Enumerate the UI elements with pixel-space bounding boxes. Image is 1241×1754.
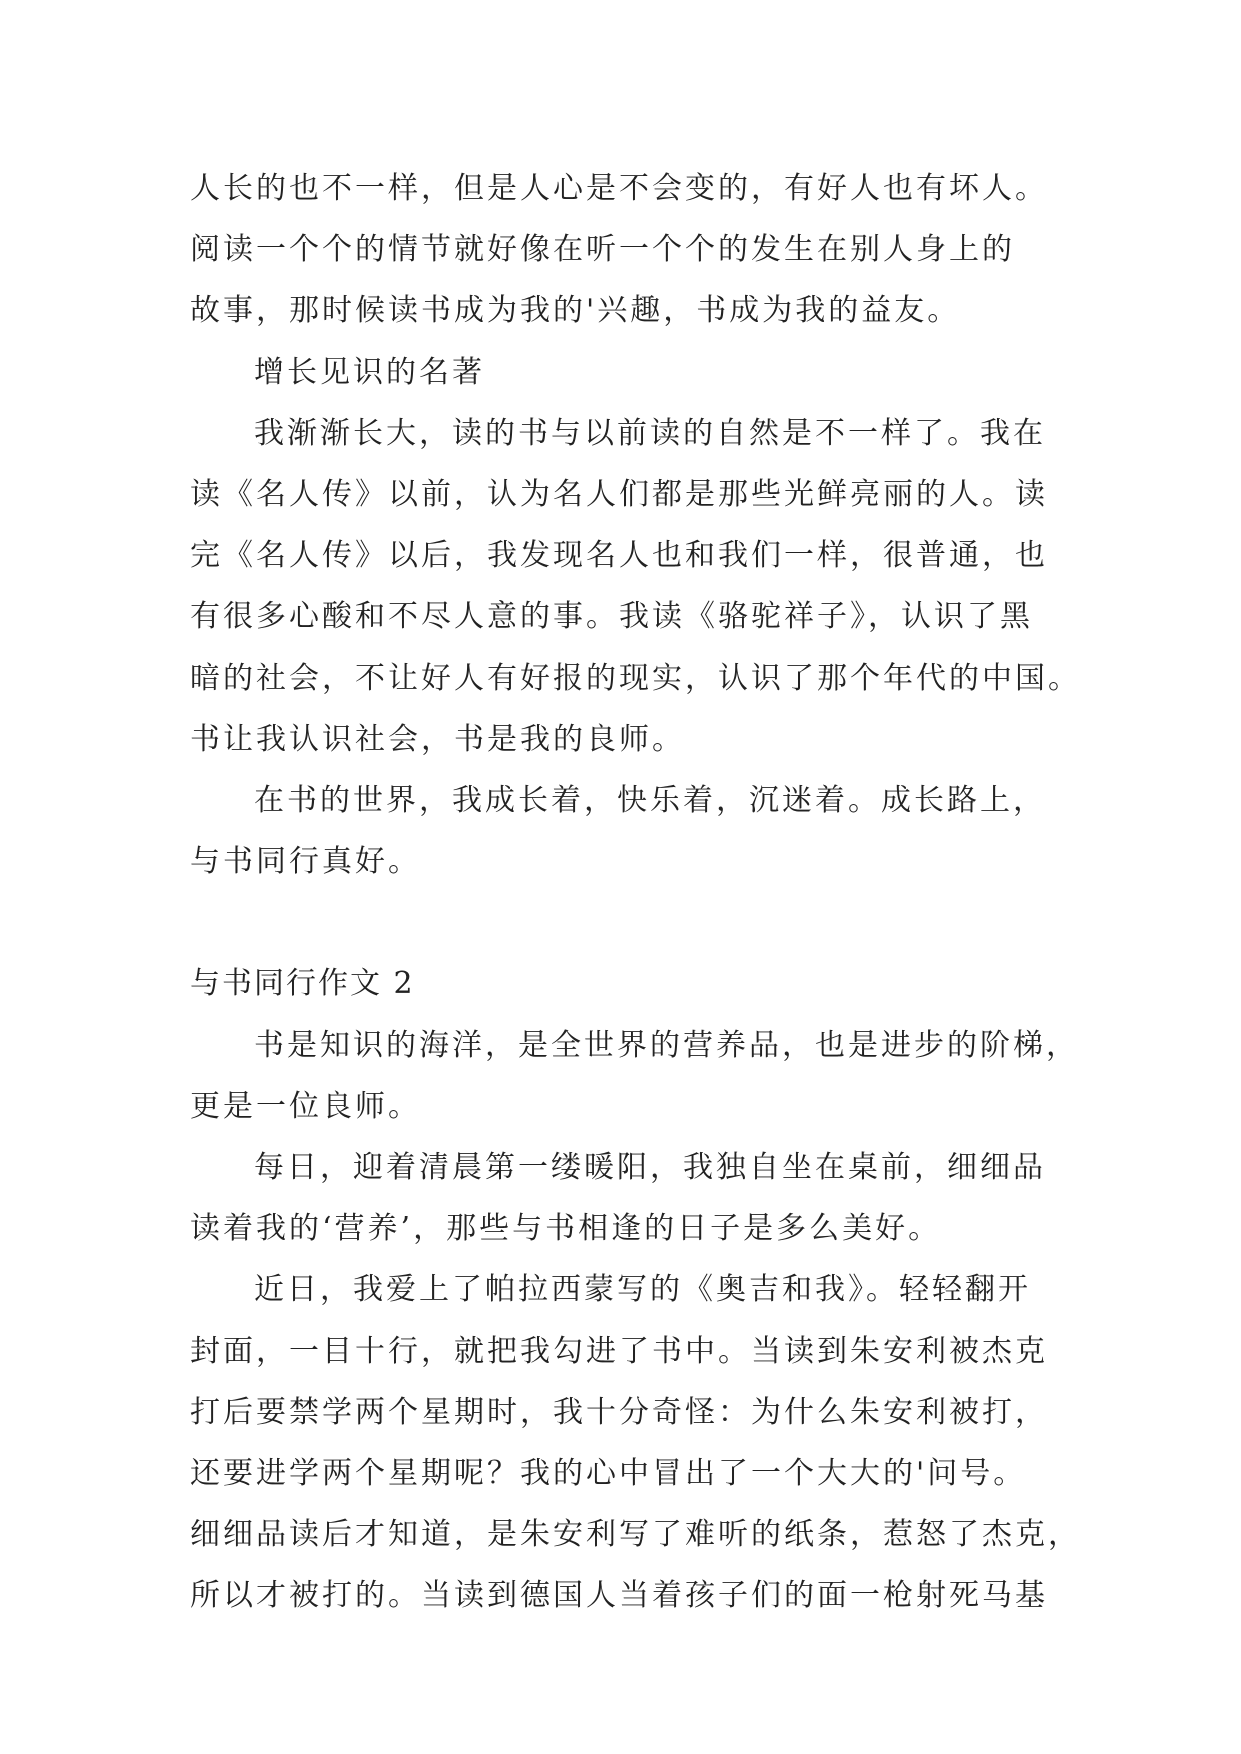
paragraph-line: 我渐渐长大，读的书与以前读的自然是不一样了。我在 — [254, 415, 1046, 451]
paragraph-line: 读《名人传》以前，认为名人们都是那些光鲜亮丽的人。读 — [190, 476, 1048, 512]
paragraph-line: 封面，一目十行，就把我勾进了书中。当读到朱安利被杰克 — [190, 1333, 1048, 1369]
paragraph-line: 打后要禁学两个星期时，我十分奇怪：为什么朱安利被打， — [190, 1394, 1048, 1430]
document-body — [190, 158, 1081, 1627]
paragraph-line: 所以才被打的。当读到德国人当着孩子们的面一枪射死马基 — [190, 1578, 1048, 1614]
paragraph-line: 故事，那时候读书成为我的'兴趣，书成为我的益友。 — [190, 293, 961, 329]
paragraph-line: 近日，我爱上了帕拉西蒙写的《奥吉和我》。轻轻翻开 — [254, 1272, 1031, 1308]
paragraph-line: 更是一位良师。 — [190, 1088, 421, 1124]
paragraph-line: 每日，迎着清晨第一缕暖阳，我独自坐在桌前，细细品 — [254, 1150, 1046, 1185]
paragraph-line: 完《名人传》以后，我发现名人也和我们一样，很普通，也 — [190, 538, 1048, 574]
paragraph-line: 细细品读后才知道，是朱安利写了难听的纸条，惹怒了杰克， — [190, 1517, 1081, 1553]
paragraph-line: 还要进学两个星期呢？我的心中冒出了一个大大的'问号。 — [190, 1455, 1027, 1491]
paragraph-line: 有很多心酸和不尽人意的事。我读《骆驼祥子》，认识了黑 — [190, 599, 1033, 635]
paragraph-line: 暗的社会，不让好人有好报的现实，认识了那个年代的中国。 — [190, 660, 1081, 696]
paragraph-line: 在书的世界，我成长着，快乐着，沉迷着。成长路上， — [254, 782, 1046, 818]
paragraph-line: 阅读一个个的情节就好像在听一个个的发生在别人身上的 — [190, 232, 1015, 268]
paragraph-line: 人长的也不一样，但是人心是不会变的，有好人也有坏人。 — [190, 171, 1048, 206]
paragraph-line: 书让我认识社会，书是我的良师。 — [190, 721, 685, 757]
paragraph-line: 书是知识的海洋，是全世界的营养品，也是进步的阶梯， — [254, 1027, 1079, 1063]
section-spacer — [190, 892, 1060, 953]
paragraph-line: 与书同行真好。 — [190, 844, 421, 880]
section-subheading: 增长见识的名著 — [254, 354, 485, 390]
essay-title: 与书同行作文 2 — [190, 966, 415, 1002]
paragraph-line: 读着我的‘营养’，那些与书相逢的日子是多么美好。 — [190, 1211, 942, 1247]
